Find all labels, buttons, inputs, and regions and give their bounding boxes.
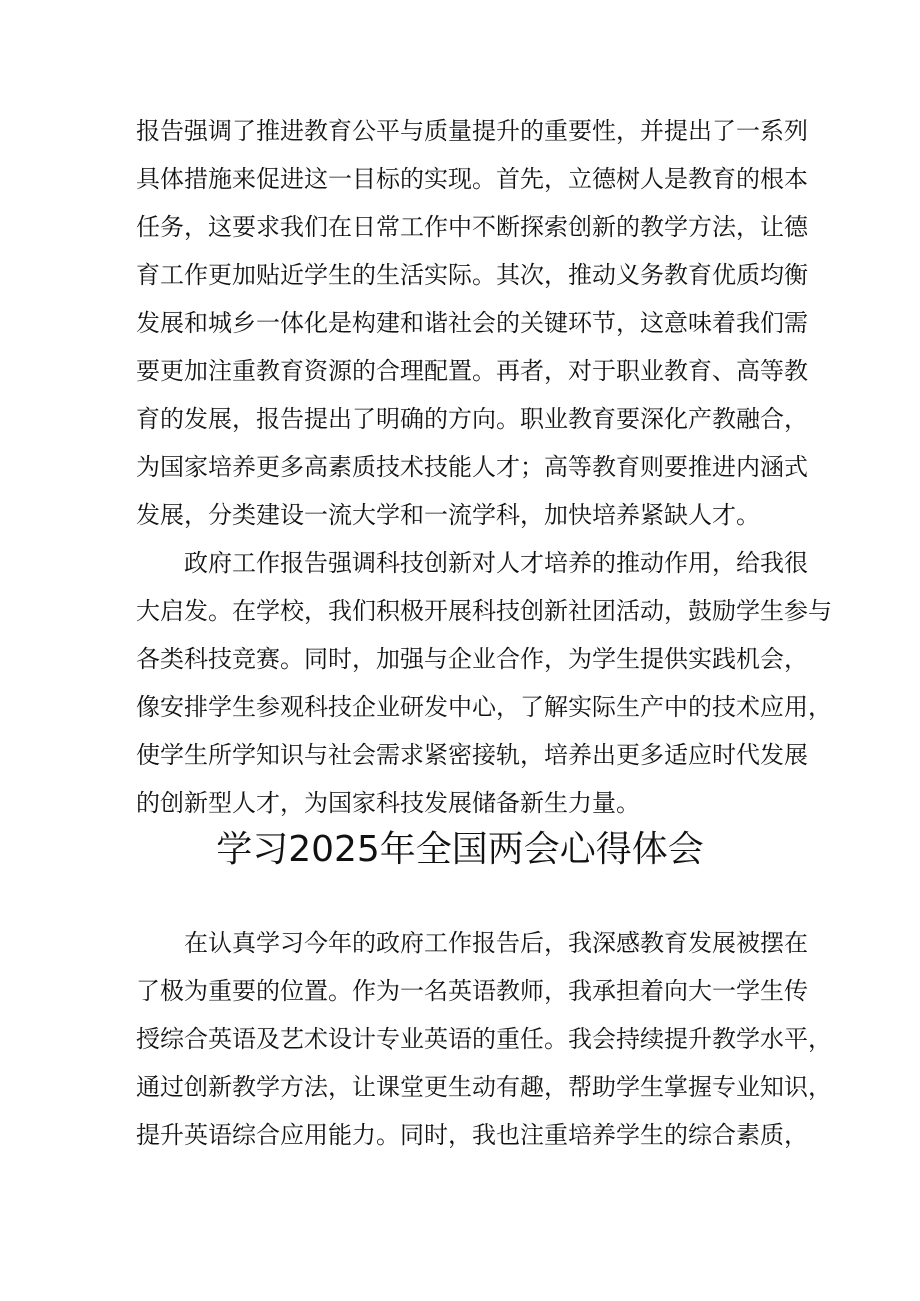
text-line: 像安排学生参观科技企业研发中心，了解实际生产中的技术应用，: [136, 693, 832, 721]
text-line: 授综合英语及艺术设计专业英语的重任。我会持续提升教学水平，: [136, 1025, 832, 1053]
text-line: 发展和城乡一体化是构建和谐社会的关键环节，这意味着我们需: [136, 309, 808, 337]
text-line: 任务，这要求我们在日常工作中不断探索创新的教学方法，让德: [136, 213, 808, 241]
text-line: 育工作更加贴近学生的生活实际。其次，推动义务教育优质均衡: [136, 261, 808, 289]
text-line: 报告强调了推进教育公平与质量提升的重要性，并提出了一系列: [136, 117, 808, 145]
text-line: 在认真学习今年的政府工作报告后，我深感教育发展被摆在: [184, 929, 808, 957]
text-line: 为国家培养更多高素质技术技能人才；高等教育则要推进内涵式: [136, 453, 808, 481]
text-line: 的创新型人才，为国家科技发展储备新生力量。: [136, 789, 640, 817]
text-line: 大启发。在学校，我们积极开展科技创新社团活动，鼓励学生参与: [136, 597, 832, 625]
text-line: 通过创新教学方法，让课堂更生动有趣，帮助学生掌握专业知识，: [136, 1073, 832, 1101]
text-line: 育的发展，报告提出了明确的方向。职业教育要深化产教融合，: [136, 405, 808, 433]
text-line: 要更加注重教育资源的合理配置。再者，对于职业教育、高等教: [136, 357, 808, 385]
text-line: 各类科技竞赛。同时，加强与企业合作，为学生提供实践机会，: [136, 645, 808, 673]
text-line: 提升英语综合应用能力。同时，我也注重培养学生的综合素质，: [136, 1121, 808, 1149]
text-line: 发展，分类建设一流大学和一流学科，加快培养紧缺人才。: [136, 501, 760, 529]
text-line: 具体措施来促进这一目标的实现。首先，立德树人是教育的根本: [136, 165, 808, 193]
document-title: 学习2025年全国两会心得体会: [216, 829, 704, 870]
text-line: 使学生所学知识与社会需求紧密接轨，培养出更多适应时代发展: [136, 741, 808, 769]
text-line: 了极为重要的位置。作为一名英语教师，我承担着向大一学生传: [136, 977, 808, 1005]
text-line: 政府工作报告强调科技创新对人才培养的推动作用，给我很: [184, 549, 808, 577]
